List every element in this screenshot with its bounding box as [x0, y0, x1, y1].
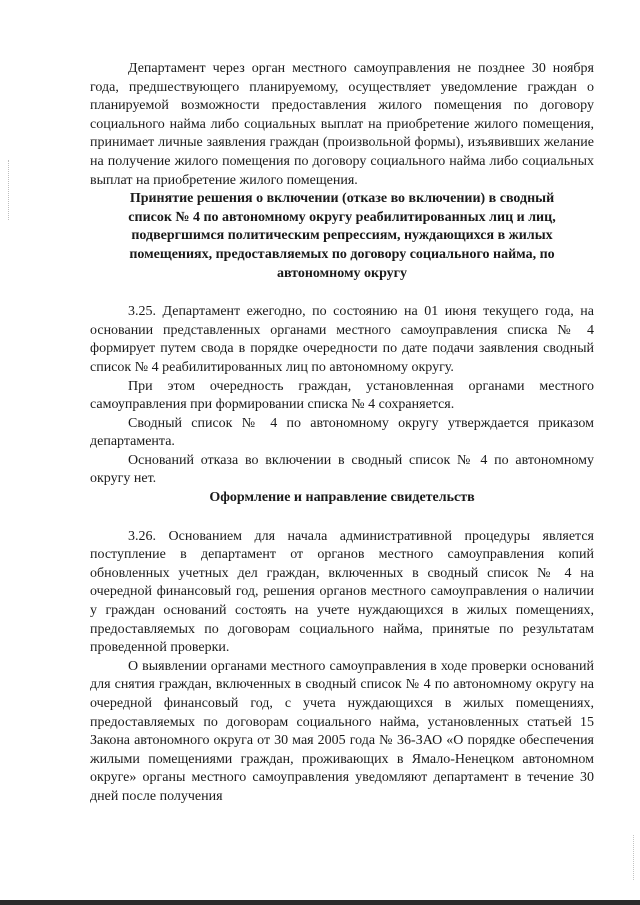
paragraph-no-refusal: Оснований отказа во включении в сводный список № 4 по автономному округу нет.: [90, 452, 594, 487]
section-heading-certificates: Оформление и направление свидетельств: [209, 490, 475, 506]
paragraph-3-25: 3.25. Департамент ежегодно, по состоянию на 01 июня текущего года, на основании представленных органами местного самоуправления списка № 4 формирует путем свода в порядке очередности по дате подачи заявления сводный список № 4 реабилитированных лиц по автономному округу.: [90, 304, 594, 375]
document-body: [90, 60, 594, 807]
paragraph-queue-order: При этом очередность граждан, установленная органами местного самоуправления при формировании списка № 4 сохраняется.: [90, 378, 594, 413]
paragraph-detection: О выявлении органами местного самоуправления в ходе проверки оснований для снятия граждан, включенных в сводный список № 4 по автономному округу на очередной финансовый год, с учета нуждающихся в жилых помещениях, предоставляемых по договорам социального найма, установленных статьей 15 Закона автономного округа от 30 мая 2005 года № 36-ЗАО «О порядке обеспечения жилыми помещениями граждан, проживающих в Ямало-Ненецком автономном округе» органы местного самоуправления уведомляют департамент в течение 30 дней после получения: [90, 658, 594, 804]
paragraph-approval: Сводный список № 4 по автономному округу утверждается приказом департамента.: [90, 415, 594, 450]
paragraph-3-26: 3.26. Основанием для начала административной процедуры является поступление в департамент от органов местного самоуправления копий обновленных учетных дел граждан, включенных в сводный список № 4 на очередной финансовый год, решения органов местного самоуправления о наличии у граждан оснований состоять на учете нуждающихся в жилых помещениях, предоставляемых по договорам социального найма, принятые по результатам проведенной проверки.: [90, 528, 594, 656]
scan-margin-mark: [8, 160, 11, 220]
scan-margin-mark-right: [631, 835, 634, 880]
paragraph-intro: Департамент через орган местного самоуправления не позднее 30 ноября года, предшествующего планируемому, осуществляет уведомление граждан о планируемой возможности предоставления жилого помещения по договору социального найма либо социальных выплат на приобретение жилого помещения, принимает личные заявления граждан (произвольной формы), изъявивших желание на получение жилого помещения по договору социального найма либо социальных выплат на приобретение жилого помещения.: [90, 61, 594, 188]
scan-bottom-edge: [0, 900, 640, 905]
section-heading-inclusion: Принятие решения о включении (отказе во включении) в сводный список № 4 по автономному округу реабилитированных лиц и лиц, подвергшимся политическим репрессиям, нуждающихся в жилых помещениях, предоставляемых по договору социального найма, по автономному округу: [128, 191, 556, 281]
